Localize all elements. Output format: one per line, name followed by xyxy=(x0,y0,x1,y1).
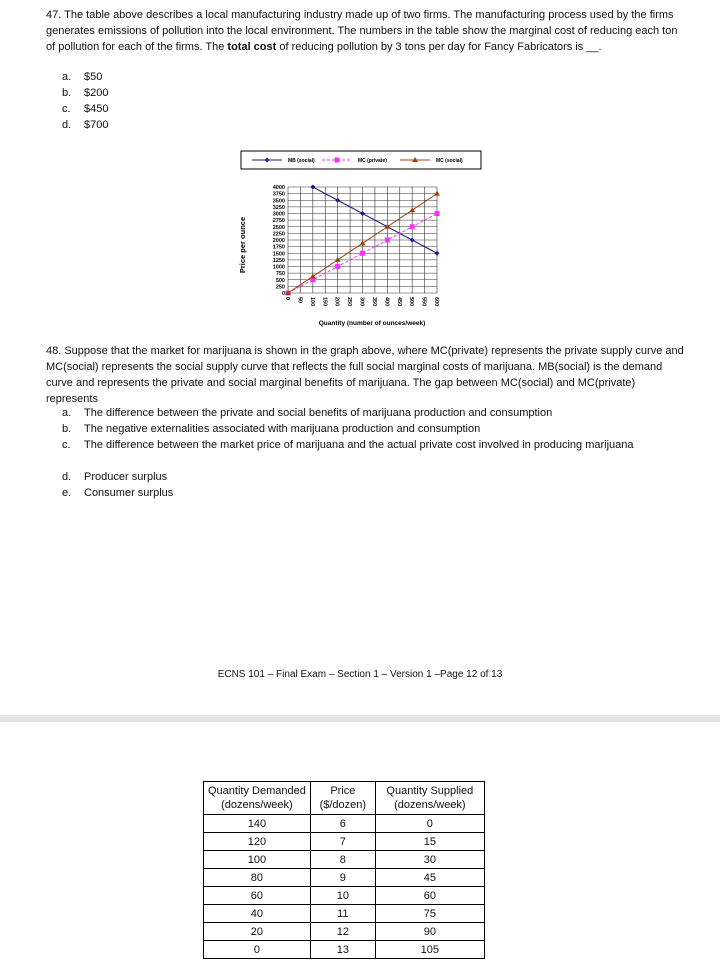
q47-bold: total cost xyxy=(227,41,277,53)
x-tick-label: 100 xyxy=(308,297,315,307)
table-cell: 90 xyxy=(375,923,484,941)
answer-option xyxy=(62,437,662,453)
answer-option xyxy=(62,85,108,101)
y-axis-label: Price per ounce xyxy=(238,216,247,274)
table-row xyxy=(204,941,485,959)
data-point xyxy=(360,240,366,245)
x-tick-label: 150 xyxy=(321,297,328,307)
y-tick-label: 1750 xyxy=(272,244,285,251)
x-tick-label: 350 xyxy=(370,297,377,307)
table-cell: 10 xyxy=(310,887,375,905)
table-cell: 6 xyxy=(310,815,375,833)
q47-text: 47. The table above describes a local manufacturing industry made up of two firms. The manufacturing process used by the firms generates emissions of pollution into the local environment. The numbers in the table show the marginal cost of reducing each ton of pollution for each of the firms. The xyxy=(46,9,678,53)
data-point xyxy=(335,257,341,262)
table-cell: 40 xyxy=(204,905,311,923)
y-tick-label: 4000 xyxy=(272,185,285,191)
table-cell: 8 xyxy=(310,851,375,869)
option-text: The negative externalities associated with marijuana production and consumption xyxy=(84,423,481,435)
y-tick-label: 2000 xyxy=(272,238,285,244)
supply-demand-table xyxy=(203,781,485,959)
question-48: 48. Suppose that the market for marijuana is shown in the graph above, where MC(private) represents the private supply curve and MC(social) represents the social supply curve that reflects the full social marginal costs of marijuana. MB(social) is the demand curve and represents the private and social marginal benefits of marijuana. The gap between MC(social) and MC(private) represents xyxy=(46,345,684,405)
answer-option xyxy=(62,469,662,485)
y-tick-label: 0 xyxy=(281,291,285,297)
y-tick-label: 1500 xyxy=(272,251,285,258)
option-letter: e. xyxy=(62,487,72,499)
table-cell: 0 xyxy=(375,815,484,833)
y-tick-label: 2250 xyxy=(272,231,285,238)
option-text: $200 xyxy=(84,87,109,99)
table-cell: 80 xyxy=(204,869,311,887)
x-tick-label: 450 xyxy=(395,297,402,307)
option-letter: d. xyxy=(62,119,72,131)
y-tick-label: 750 xyxy=(275,271,285,278)
table-row xyxy=(204,833,485,851)
table-cell: 105 xyxy=(375,941,484,959)
option-text: Consumer surplus xyxy=(84,487,174,499)
header-qd: Quantity Demanded (dozens/week) xyxy=(204,782,311,815)
y-tick-label: 2750 xyxy=(272,218,285,225)
answer-option xyxy=(62,117,108,133)
y-tick-label: 1250 xyxy=(272,257,285,264)
data-point xyxy=(310,273,316,278)
q47-text2: of reducing pollution by 3 tons per day for Fancy Fabricators is __. xyxy=(276,41,602,53)
y-tick-label: 250 xyxy=(275,284,285,291)
y-tick-label: 3000 xyxy=(272,211,285,218)
option-letter: c. xyxy=(62,439,71,451)
table-row xyxy=(204,851,485,869)
data-point xyxy=(310,185,315,190)
page-footer: ECNS 101 – Final Exam – Section 1 – Version 1 –Page 12 of 13 xyxy=(217,669,503,680)
data-point xyxy=(435,211,440,216)
table-cell: 7 xyxy=(310,833,375,851)
legend-label: MB (social) xyxy=(288,158,315,164)
y-tick-label: 3500 xyxy=(272,198,285,205)
answer-option xyxy=(62,69,102,85)
data-point xyxy=(360,211,365,216)
data-point xyxy=(335,264,340,269)
table-cell: 30 xyxy=(375,851,484,869)
table-row xyxy=(204,923,485,941)
table-cell: 15 xyxy=(375,833,484,851)
option-letter: a. xyxy=(62,407,72,419)
table-cell: 12 xyxy=(310,923,375,941)
header-price: Price ($/dozen) xyxy=(310,782,375,815)
x-axis-label: Quantity (number of ounces/week) xyxy=(318,320,426,327)
data-point xyxy=(434,191,440,196)
answer-option xyxy=(62,101,108,117)
y-tick-label: 2500 xyxy=(272,224,285,231)
table-cell: 120 xyxy=(204,833,311,851)
table-cell: 9 xyxy=(310,869,375,887)
data-point xyxy=(435,251,440,256)
chart xyxy=(230,145,490,335)
x-tick-label: 500 xyxy=(408,297,415,307)
table-cell: 11 xyxy=(310,905,375,923)
x-tick-label: 550 xyxy=(420,297,427,307)
legend-marker xyxy=(335,158,340,163)
x-tick-label: 600 xyxy=(433,297,439,307)
data-point xyxy=(385,238,390,243)
x-tick-label: 200 xyxy=(333,297,340,307)
option-text: The difference between the private and social benefits of marijuana production and consumption xyxy=(84,407,553,419)
y-tick-label: 1000 xyxy=(272,264,285,271)
table-row xyxy=(204,905,485,923)
answer-option xyxy=(62,421,662,437)
page-break xyxy=(0,715,720,722)
data-point xyxy=(360,251,365,256)
table-row xyxy=(204,815,485,833)
table-cell: 75 xyxy=(375,905,484,923)
data-point xyxy=(384,224,390,229)
header-qs: Quantity Supplied (dozens/week) xyxy=(375,782,484,815)
x-tick-label: 250 xyxy=(346,297,353,307)
table-cell: 100 xyxy=(204,851,311,869)
option-text: Producer surplus xyxy=(84,471,168,483)
table-cell: 45 xyxy=(375,869,484,887)
x-tick-label: 300 xyxy=(358,297,365,307)
option-text: The difference between the market price of marijuana and the actual private cost involved in producing marijuana xyxy=(84,439,634,451)
option-letter: a. xyxy=(62,71,72,83)
table-row xyxy=(204,869,485,887)
table-cell: 60 xyxy=(375,887,484,905)
table-cell: 0 xyxy=(204,941,311,959)
answer-option xyxy=(62,485,662,501)
data-point xyxy=(409,207,415,212)
table-row xyxy=(204,887,485,905)
question-47 xyxy=(46,7,686,55)
table-cell: 13 xyxy=(310,941,375,959)
x-tick-label: 400 xyxy=(383,297,390,307)
x-tick-label: 0 xyxy=(284,297,290,301)
option-text: $450 xyxy=(84,103,109,115)
option-letter: c. xyxy=(62,103,71,115)
legend-label: MC (private) xyxy=(358,158,387,164)
y-tick-label: 500 xyxy=(275,277,285,284)
option-text: $700 xyxy=(84,119,109,131)
option-letter: d. xyxy=(62,471,72,483)
x-tick-label: 50 xyxy=(296,297,303,304)
data-point xyxy=(410,224,415,229)
option-letter: b. xyxy=(62,87,72,99)
option-text: $50 xyxy=(84,71,103,83)
option-letter: b. xyxy=(62,423,72,435)
y-tick-label: 3250 xyxy=(272,204,285,211)
table-cell: 60 xyxy=(204,887,311,905)
data-point xyxy=(335,198,340,203)
table-cell: 20 xyxy=(204,923,311,941)
table-cell: 140 xyxy=(204,815,311,833)
legend-label: MC (social) xyxy=(436,158,463,164)
answer-option xyxy=(62,405,662,421)
y-tick-label: 3750 xyxy=(272,191,285,198)
data-point xyxy=(410,238,415,243)
